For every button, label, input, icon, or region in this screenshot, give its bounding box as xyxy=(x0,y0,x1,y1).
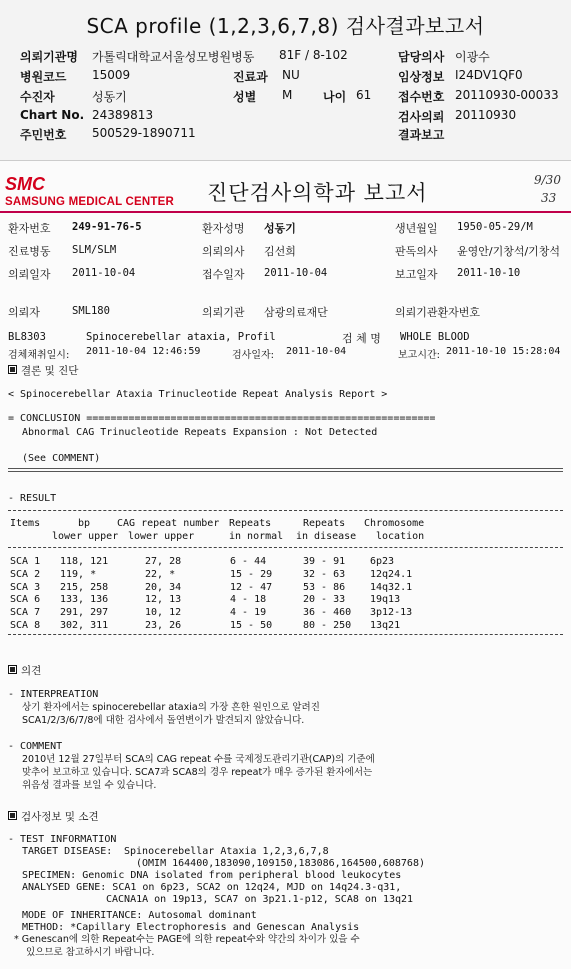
result-head: - RESULT xyxy=(8,493,57,504)
smc-logo-subtitle: SAMSUNG MEDICAL CENTER xyxy=(5,196,175,208)
doctor-label: 의뢰의사 xyxy=(202,245,245,258)
table-bottom-divider xyxy=(8,634,563,635)
doctor-value: 김선희 xyxy=(264,245,296,258)
pname-label: 환자성명 xyxy=(202,222,245,235)
cell-location: 12q24.1 xyxy=(370,568,413,580)
client-value: SML180 xyxy=(72,305,110,317)
report-name: < Spinocerebellar Ataxia Trinucleotide Repeat Analysis Report > xyxy=(8,389,388,400)
gene-line-2: CACNA1A on 19p13, SCA7 on 3p21.1-p12, SCA8 on 13q21 xyxy=(106,894,414,905)
org-label: 의뢰기관 xyxy=(202,306,245,319)
square-bullet-icon xyxy=(8,811,17,820)
dob-label: 생년월일 xyxy=(395,222,438,235)
cell-item: SCA 1 xyxy=(10,556,41,567)
specimen-value: WHOLE BLOOD xyxy=(400,331,470,343)
sex-value: M xyxy=(282,88,293,102)
mode: MODE OF INHERITANCE: Autosomal dominant xyxy=(22,910,257,921)
cell-cag: 22, * xyxy=(145,568,176,580)
cell-bp: 215, 258 xyxy=(60,581,109,593)
cell-disease: 80 - 250 xyxy=(303,620,352,631)
cell-item: SCA 6 xyxy=(10,594,41,606)
recvdate-value: 2011-10-04 xyxy=(264,267,328,279)
result-divider xyxy=(8,510,563,511)
dob-value: 1950-05-29/M xyxy=(457,221,533,233)
square-bullet-icon xyxy=(8,365,17,374)
ward-label: 진료병동 xyxy=(8,245,51,258)
handler-value: 이광수 xyxy=(455,50,490,64)
cell-item: SCA 8 xyxy=(10,620,41,631)
comment-line-1: 2010년 12월 27일부터 SCA의 CAG repeat 수를 국제정도관리기관(CAP)의 기준에 xyxy=(22,754,375,765)
cell-item: SCA 3 xyxy=(10,581,41,593)
request-header xyxy=(0,48,571,144)
clinical-label: 임상정보 xyxy=(398,70,445,84)
th-cag: CAG repeat number xyxy=(117,518,220,529)
header-divider xyxy=(0,211,571,213)
th-cag-sub: lower upper xyxy=(128,531,195,542)
cell-cag: 27, 28 xyxy=(145,556,182,567)
interp-line-2: SCA1/2/3/6/7/8에 대한 검사에서 돌연변이가 발견되지 않았습니다. xyxy=(22,715,305,726)
info-head: - TEST INFORMATION xyxy=(8,834,117,845)
code-label: 병원코드 xyxy=(20,70,67,84)
method: METHOD: *Capillary Electrophoresis and Genescan Analysis xyxy=(22,922,360,933)
testdate-value: 2011-10-04 xyxy=(286,346,347,357)
cell-bp: 291, 297 xyxy=(60,607,109,619)
handler-label: 담당의사 xyxy=(398,50,445,64)
th-repeats-disease: Repeats xyxy=(303,518,346,529)
comment-line-3: 위음성 결과를 보일 수 있습니다. xyxy=(22,780,157,791)
lab-report xyxy=(0,160,571,969)
th-bp-sub: lower upper xyxy=(52,531,119,542)
handwritten-date: 9/30 xyxy=(534,173,561,187)
repdate-value: 2011-10-10 xyxy=(457,267,521,279)
cell-normal: 6 - 44 xyxy=(230,556,267,567)
cell-item: SCA 7 xyxy=(10,607,41,619)
patient-value: 성동기 xyxy=(92,90,127,104)
reporttime-label: 보고시간: xyxy=(398,350,441,361)
cell-location: 6p23 xyxy=(370,556,395,567)
handwritten-number: 33 xyxy=(541,191,557,205)
cell-location: 3p12-13 xyxy=(370,607,413,619)
cell-item: SCA 2 xyxy=(10,568,41,580)
reporttime-value: 2011-10-10 15:28:04 xyxy=(446,346,561,357)
pid-label: 환자번호 xyxy=(8,222,51,235)
age-label: 나이 xyxy=(323,90,347,104)
interp-head: - INTERPREATION xyxy=(8,689,99,700)
smc-logo-text: SMC xyxy=(5,174,45,194)
gene-line-1: ANALYSED GENE: SCA1 on 6p23, SCA2 on 12q24, MJD on 14q24.3-q31, xyxy=(22,882,402,893)
collect-label: 검체채취일시: xyxy=(8,350,70,361)
chart-label: Chart No. xyxy=(20,108,85,122)
sex-label: 성별 xyxy=(233,90,257,104)
conclusion-text: Abnormal CAG Trinucleotide Repeats Expansion : Not Detected xyxy=(22,427,378,438)
repdate-label: 보고일자 xyxy=(395,268,438,281)
report-title: 진단검사의학과 보고서 xyxy=(207,181,428,205)
code-value: 15009 xyxy=(92,68,131,82)
cell-location: 19q13 xyxy=(370,594,401,606)
pname-value: 성동기 xyxy=(264,222,296,235)
cell-cag: 20, 34 xyxy=(145,581,182,593)
cell-disease: 32 - 63 xyxy=(303,568,346,580)
req-label: 검사의뢰 xyxy=(398,110,445,124)
target-value: Spinocerebellar Ataxia 1,2,3,6,7,8 xyxy=(124,846,329,857)
cell-location: 13q21 xyxy=(370,620,401,631)
cell-bp: 133, 136 xyxy=(60,594,109,606)
omim: (OMIM 164400,183090,109150,183086,164500,608768) xyxy=(136,858,425,869)
double-rule-top xyxy=(8,468,563,469)
result-label: 결과보고 xyxy=(398,128,445,142)
chart-value: 24389813 xyxy=(92,108,154,122)
see-comment: (See COMMENT) xyxy=(22,453,101,464)
clinical-value: I24DV1QF0 xyxy=(455,68,523,82)
note-line-1: * Genescan에 의한 Repeat수는 PAGE에 의한 repeat수와 약간의 차이가 있을 수 xyxy=(14,934,360,945)
th-bp: bp xyxy=(78,518,91,529)
th-items: Items xyxy=(10,518,41,529)
patient-label: 수진자 xyxy=(20,90,55,104)
page-title: SCA profile (1,2,3,6,7,8) 검사결과보고서 xyxy=(86,14,485,38)
org-value: 삼광의료재단 xyxy=(264,306,328,319)
section-testinfo-heading: 검사정보 및 소견 xyxy=(8,809,99,824)
th-repeats-normal-sub: in normal xyxy=(229,531,284,542)
specimen-line: SPECIMEN: Genomic DNA isolated from peripheral blood leukocytes xyxy=(22,870,402,881)
cell-normal: 15 - 29 xyxy=(230,568,273,580)
th-repeats-normal: Repeats xyxy=(229,518,272,529)
reqdate-label: 의뢰일자 xyxy=(8,268,51,281)
note-line-2: 있으므로 참고하시기 바랍니다. xyxy=(26,947,155,958)
cell-cag: 10, 12 xyxy=(145,607,182,619)
cell-bp: 118, 121 xyxy=(60,556,109,567)
cell-cag: 23, 26 xyxy=(145,620,182,631)
comment-head: - COMMENT xyxy=(8,741,63,752)
reqdate-value: 2011-10-04 xyxy=(72,267,136,279)
test-name: Spinocerebellar ataxia, Profil xyxy=(86,331,276,343)
age-value: 61 xyxy=(356,88,372,102)
req-value: 20110930 xyxy=(455,108,517,122)
ward-value: 81F / 8-102 xyxy=(279,48,348,62)
pid-value: 249-91-76-5 xyxy=(72,221,142,233)
cell-location: 14q32.1 xyxy=(370,581,413,593)
receipt-label: 접수번호 xyxy=(398,90,445,104)
specimen-label: 검 체 명 xyxy=(342,332,381,345)
reader-label: 판독의사 xyxy=(395,245,438,258)
interp-line-1: 상기 환자에서는 spinocerebellar ataxia의 가장 흔한 원인으로 알려진 xyxy=(22,702,320,713)
smc-logo xyxy=(5,174,174,208)
cell-normal: 12 - 47 xyxy=(230,581,273,593)
orgpid-label: 의뢰기관환자번호 xyxy=(395,306,481,319)
cell-disease: 53 - 86 xyxy=(303,581,346,593)
th-repeats-disease-sub: in disease xyxy=(296,531,357,542)
cell-disease: 39 - 91 xyxy=(303,556,346,567)
testdate-label: 검사일자: xyxy=(232,350,275,361)
cell-bp: 119, * xyxy=(60,568,97,580)
collect-value: 2011-10-04 12:46:59 xyxy=(86,346,201,357)
section-opinion-heading: 의견 xyxy=(8,663,41,678)
inst-label: 의뢰기관명 xyxy=(20,50,78,64)
section-conclusion-heading: 결론 및 진단 xyxy=(8,363,78,378)
table-header-divider xyxy=(8,547,563,548)
conclusion-head: = CONCLUSION ========================================================== xyxy=(8,413,436,424)
receipt-value: 20110930-00033 xyxy=(455,88,559,102)
cell-disease: 36 - 460 xyxy=(303,607,352,619)
id-value: 500529-1890711 xyxy=(92,126,196,140)
cell-normal: 4 - 19 xyxy=(230,607,267,619)
th-chromosome-sub: location xyxy=(376,531,425,542)
id-label: 주민번호 xyxy=(20,128,67,142)
client-label: 의뢰자 xyxy=(8,306,40,319)
reader-value: 윤영안/기창석/기창석 xyxy=(457,245,561,258)
cell-bp: 302, 311 xyxy=(60,620,109,631)
th-chromosome: Chromosome xyxy=(364,518,425,529)
ward-value: SLM/SLM xyxy=(72,244,117,256)
square-bullet-icon xyxy=(8,665,17,674)
test-code: BL8303 xyxy=(8,331,46,343)
dept-value: NU xyxy=(282,68,300,82)
cell-normal: 4 - 18 xyxy=(230,594,267,606)
recvdate-label: 접수일자 xyxy=(202,268,245,281)
dept-label: 진료과 xyxy=(233,70,268,84)
target-label: TARGET DISEASE: xyxy=(22,846,113,857)
cell-disease: 20 - 33 xyxy=(303,594,346,606)
comment-line-2: 맞추어 보고하고 있습니다. SCA7과 SCA8의 경우 repeat가 매우 증가된 환자에서는 xyxy=(22,767,373,778)
cell-normal: 15 - 50 xyxy=(230,620,273,631)
cell-cag: 12, 13 xyxy=(145,594,182,606)
inst-value: 가톨릭대학교서울성모병원병동 xyxy=(92,50,255,64)
double-rule-bottom xyxy=(8,471,563,472)
